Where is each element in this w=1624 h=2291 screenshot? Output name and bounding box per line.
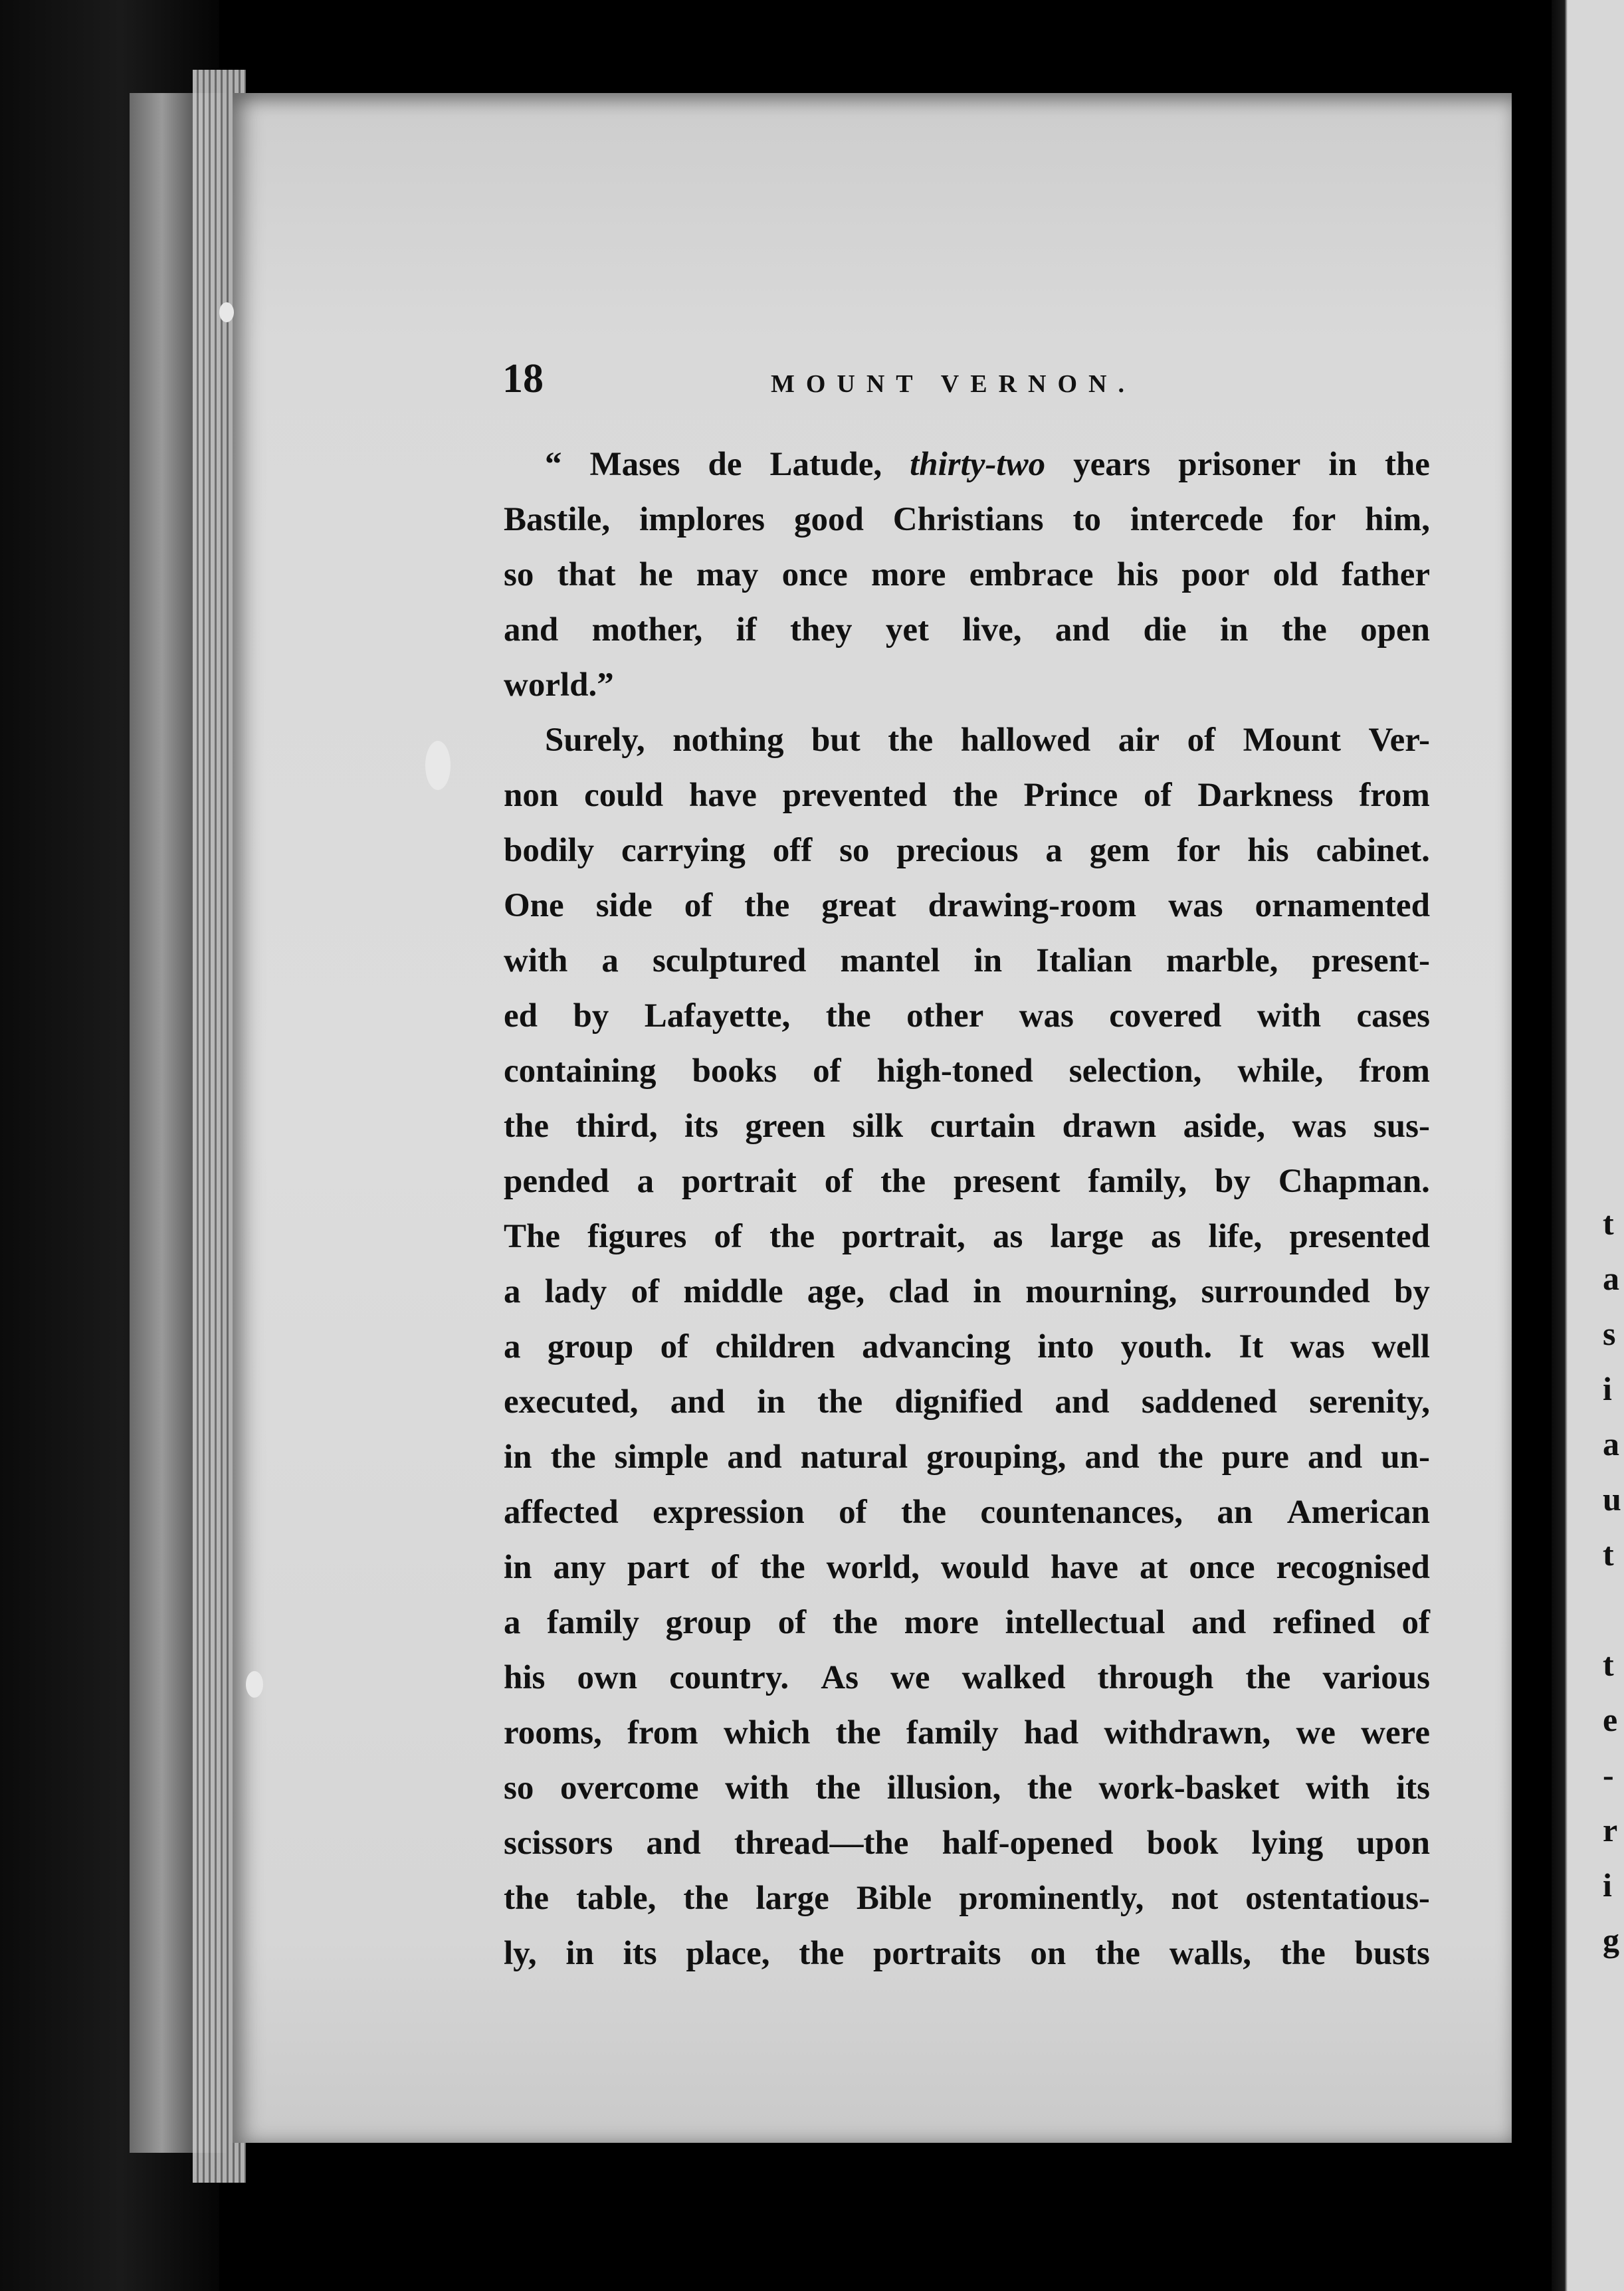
word: his [1247, 832, 1289, 869]
word: upon [1356, 1825, 1430, 1862]
word: in [973, 942, 1003, 979]
word: serenity, [1309, 1383, 1430, 1421]
word: through [1097, 1659, 1214, 1696]
word: and [1307, 1439, 1363, 1476]
word: prevented [782, 777, 927, 814]
word: a [504, 1328, 521, 1365]
word: and [1055, 611, 1110, 648]
word: a [1045, 832, 1063, 869]
word: into [1037, 1328, 1094, 1365]
word: its [623, 1935, 657, 1972]
word: large [1050, 1218, 1124, 1255]
word: illusion, [886, 1769, 1001, 1807]
word: in [504, 1549, 532, 1586]
word: of [660, 1328, 689, 1365]
word: Latude, [769, 446, 882, 483]
word: the [1094, 1935, 1140, 1972]
word: mourning, [1025, 1273, 1177, 1310]
word: Mases [589, 446, 680, 483]
word: had [1023, 1714, 1079, 1751]
word: and [670, 1383, 726, 1421]
word: drawn [1062, 1108, 1157, 1145]
word: of [813, 1052, 841, 1090]
word: affected [504, 1494, 619, 1531]
word: more [904, 1604, 979, 1641]
word: the [799, 1935, 845, 1972]
word: “ [545, 446, 562, 483]
word: pure [1221, 1439, 1289, 1476]
word: middle [683, 1273, 783, 1310]
word: was [1019, 997, 1074, 1035]
word: scissors [504, 1825, 613, 1862]
word: world, [826, 1549, 920, 1586]
word: American [1286, 1494, 1430, 1531]
word: the [550, 1439, 596, 1476]
word: great [821, 887, 896, 924]
word: half-opened [942, 1825, 1114, 1862]
text-line [504, 1430, 1430, 1485]
word: they [790, 611, 853, 648]
word: at [1139, 1549, 1168, 1586]
word: which [723, 1714, 811, 1751]
word: world.” [504, 666, 614, 704]
word: of [839, 1494, 867, 1531]
word: intellectual [1005, 1604, 1166, 1641]
word: intercede [1130, 501, 1264, 538]
word: gem [1089, 832, 1150, 869]
word: present [953, 1163, 1061, 1200]
text-line [504, 1871, 1430, 1926]
word: yet [885, 611, 929, 648]
word: thread—the [734, 1825, 909, 1862]
word: high-toned [876, 1052, 1033, 1090]
word: on [1030, 1935, 1066, 1972]
word: so [504, 556, 534, 593]
word: marble, [1166, 942, 1278, 979]
word: cabinet. [1316, 832, 1430, 869]
word: may [696, 556, 759, 593]
word: in [504, 1439, 532, 1476]
word: various [1322, 1659, 1430, 1696]
text-line [504, 658, 1430, 713]
word: cases [1356, 997, 1430, 1035]
word: was [1168, 887, 1223, 924]
word: could [584, 777, 664, 814]
word: surrounded [1201, 1273, 1370, 1310]
word: ostentatious- [1245, 1880, 1430, 1917]
word: work-basket [1098, 1769, 1280, 1807]
word: of [1144, 777, 1172, 814]
text-line [504, 878, 1430, 934]
word: poor [1181, 556, 1250, 593]
word: and [504, 611, 559, 648]
word: figures [587, 1218, 687, 1255]
word: the [1281, 611, 1327, 648]
word: a [601, 942, 619, 979]
word: and [727, 1439, 782, 1476]
word: dignified [894, 1383, 1023, 1421]
word: with [1257, 997, 1322, 1035]
word: good [793, 501, 864, 538]
word: book [1146, 1825, 1219, 1862]
word: family [547, 1604, 639, 1641]
text-line [504, 989, 1430, 1044]
word: for [1177, 832, 1221, 869]
word: old [1272, 556, 1318, 593]
word: the [880, 1163, 926, 1200]
word: father [1341, 556, 1430, 593]
text-line [504, 1044, 1430, 1099]
word: the [825, 997, 871, 1035]
text-line [504, 1816, 1430, 1871]
word: the [1384, 446, 1430, 483]
word: Mount [1243, 722, 1341, 759]
word: implores [639, 501, 765, 538]
word: aside, [1183, 1108, 1265, 1145]
text-line [504, 437, 1430, 492]
word: part [627, 1549, 690, 1586]
word: hallowed [960, 722, 1091, 759]
running-title: MOUNT VERNON. [771, 370, 1136, 398]
word: group [665, 1604, 752, 1641]
word: of [714, 1218, 743, 1255]
paper-speck [425, 741, 451, 790]
word: prisoner [1178, 446, 1301, 483]
text-line [504, 1706, 1430, 1761]
word: by [1394, 1273, 1430, 1310]
word: more [871, 556, 946, 593]
word: drawing-room [928, 887, 1137, 924]
word: and [1191, 1604, 1247, 1641]
text-line [504, 1485, 1430, 1540]
word: Lafayette, [644, 997, 791, 1035]
word: once [781, 556, 848, 593]
word: from [1359, 777, 1430, 814]
text-line [504, 1375, 1430, 1430]
word: the [683, 1880, 729, 1917]
word: so [839, 832, 870, 869]
word: As [821, 1659, 859, 1696]
word: with [1305, 1769, 1370, 1807]
word: containing [504, 1052, 657, 1090]
text-line [504, 1595, 1430, 1650]
word: mantel [840, 942, 940, 979]
word: mother, [591, 611, 703, 648]
word: the [1245, 1659, 1291, 1696]
word: Bible [856, 1880, 932, 1917]
word: once [1189, 1549, 1255, 1586]
word: advancing [862, 1328, 1011, 1365]
word: expression [653, 1494, 805, 1531]
word: family [906, 1714, 999, 1751]
text-line [504, 934, 1430, 989]
word: other [906, 997, 984, 1035]
word: by [573, 997, 609, 1035]
word: but [811, 722, 861, 759]
word: Prince [1023, 777, 1118, 814]
word: a [504, 1273, 521, 1310]
word: from [627, 1714, 698, 1751]
word: embrace [969, 556, 1094, 593]
word: present- [1312, 942, 1430, 979]
word: ornamented [1255, 887, 1430, 924]
word: countenances, [980, 1494, 1183, 1531]
word: One [504, 887, 564, 924]
word: group [547, 1328, 634, 1365]
word: were [1361, 1714, 1430, 1751]
word: age, [807, 1273, 865, 1310]
word: open [1360, 611, 1430, 648]
word: overcome [559, 1769, 699, 1807]
word: the [504, 1880, 549, 1917]
word: Darkness [1197, 777, 1334, 814]
word: table, [575, 1880, 657, 1917]
word: a [637, 1163, 655, 1200]
word: prominently, [959, 1880, 1144, 1917]
word: of [824, 1163, 853, 1200]
word: large [756, 1880, 829, 1917]
word: portrait [682, 1163, 797, 1200]
word: the [832, 1604, 878, 1641]
word: have [688, 777, 757, 814]
word: selection, [1068, 1052, 1202, 1090]
word: and [1055, 1383, 1110, 1421]
word: him, [1365, 501, 1430, 538]
word: a [504, 1604, 521, 1641]
word: we [890, 1659, 930, 1696]
word: so [504, 1769, 534, 1807]
text-line [504, 1154, 1430, 1209]
word: precious [896, 832, 1019, 869]
word: executed, [504, 1383, 639, 1421]
word: its [1395, 1769, 1430, 1807]
text-line [504, 1540, 1430, 1595]
page-number: 18 [502, 356, 544, 401]
word: that [557, 556, 616, 593]
word: children [715, 1328, 835, 1365]
word: recognised [1276, 1549, 1430, 1586]
word: non [504, 777, 559, 814]
paper-speck [219, 302, 234, 322]
word: place, [686, 1935, 770, 1972]
word: as [1151, 1218, 1181, 1255]
word: while, [1237, 1052, 1324, 1090]
word: the [1280, 1935, 1326, 1972]
word: of [1187, 722, 1216, 759]
word: of [777, 1604, 807, 1641]
word: portrait, [842, 1218, 965, 1255]
word: silk [852, 1108, 904, 1145]
word: nothing [672, 722, 784, 759]
word: to [1072, 501, 1101, 538]
word: sus- [1373, 1108, 1430, 1145]
text-line [504, 823, 1430, 878]
word: have [1051, 1549, 1119, 1586]
word: walked [962, 1659, 1066, 1696]
word: youth. [1120, 1328, 1213, 1365]
word: carrying [621, 832, 746, 869]
word: and [646, 1825, 701, 1862]
word: any [553, 1549, 606, 1586]
word: off [772, 832, 813, 869]
word: The [504, 1218, 561, 1255]
word: as [992, 1218, 1023, 1255]
word: if [736, 611, 757, 648]
word: books [692, 1052, 777, 1090]
word: the [760, 1549, 805, 1586]
text-line [504, 768, 1430, 823]
word: ed [504, 997, 538, 1035]
word: withdrawn, [1104, 1714, 1271, 1751]
text-line [504, 1926, 1430, 1981]
word: the [744, 887, 790, 924]
word: the [504, 1108, 549, 1145]
word: curtain [930, 1108, 1036, 1145]
word: simple [614, 1439, 709, 1476]
word: Christians [892, 501, 1044, 538]
word: Bastile, [504, 501, 611, 538]
word: years [1073, 446, 1151, 483]
word: Surely, [545, 722, 645, 759]
word: life, [1208, 1218, 1263, 1255]
word: of [710, 1549, 739, 1586]
word: die [1143, 611, 1187, 648]
word: grouping, [926, 1439, 1066, 1476]
word: his [1116, 556, 1159, 593]
text-line [504, 713, 1430, 768]
word: the [901, 1494, 947, 1531]
word: green [745, 1108, 826, 1145]
word: an [1217, 1494, 1253, 1531]
word: his [504, 1659, 546, 1696]
word: in [1219, 611, 1249, 648]
next-page-fragments: t a s i a u t t e - r i g [1603, 1205, 1621, 1959]
word: saddened [1141, 1383, 1277, 1421]
word: and [1084, 1439, 1140, 1476]
word: in [1328, 446, 1357, 483]
word: side [595, 887, 653, 924]
word: with [504, 942, 568, 979]
word: he [639, 556, 673, 593]
word: busts [1354, 1935, 1430, 1972]
text-line [504, 548, 1430, 603]
word: third, [575, 1108, 658, 1145]
word: Italian [1036, 942, 1132, 979]
word: well [1371, 1328, 1430, 1365]
word: lying [1251, 1825, 1324, 1862]
word: the [1027, 1769, 1072, 1807]
word: de [708, 446, 742, 483]
text-line [504, 492, 1430, 548]
word: from [1359, 1052, 1430, 1090]
word: would [940, 1549, 1030, 1586]
word: refined [1272, 1604, 1375, 1641]
word: pended [504, 1163, 609, 1200]
word: the [817, 1383, 863, 1421]
word: It [1239, 1328, 1264, 1365]
text-line [504, 1761, 1430, 1816]
word: its [684, 1108, 719, 1145]
word: of [631, 1273, 660, 1310]
word: of [684, 887, 713, 924]
word: in [757, 1383, 785, 1421]
word: portraits [872, 1935, 1001, 1972]
word: natural [800, 1439, 908, 1476]
word: Chapman. [1278, 1163, 1430, 1200]
word: the [888, 722, 934, 759]
word: sculptured [652, 942, 807, 979]
word: the [769, 1218, 815, 1255]
word: of [1401, 1604, 1430, 1641]
word: country. [669, 1659, 789, 1696]
word: clad [888, 1273, 950, 1310]
word: lady [544, 1273, 607, 1310]
word: by [1215, 1163, 1251, 1200]
word: bodily [504, 832, 595, 869]
word: was [1290, 1328, 1345, 1365]
word: Ver- [1368, 722, 1430, 759]
word: ly, [504, 1935, 537, 1972]
body-text [504, 437, 1430, 1981]
word: un- [1381, 1439, 1430, 1476]
word: for [1292, 501, 1336, 538]
word: the [815, 1769, 861, 1807]
text-line [504, 1320, 1430, 1375]
word: not [1171, 1880, 1219, 1917]
word: in [973, 1273, 1001, 1310]
word: the [835, 1714, 881, 1751]
word: was [1292, 1108, 1347, 1145]
word: the [952, 777, 998, 814]
paper-speck [246, 1671, 263, 1698]
text-line [504, 1209, 1430, 1264]
text-line [504, 603, 1430, 658]
word: covered [1109, 997, 1222, 1035]
word: family, [1088, 1163, 1187, 1200]
word: live, [962, 611, 1022, 648]
word: rooms, [504, 1714, 602, 1751]
text-line [504, 1650, 1430, 1706]
word: the [1158, 1439, 1203, 1476]
word: walls, [1169, 1935, 1251, 1972]
word: thirty-two [910, 446, 1046, 483]
word: presented [1289, 1218, 1430, 1255]
word: we [1296, 1714, 1336, 1751]
word: in [565, 1935, 594, 1972]
word: with [725, 1769, 789, 1807]
text-line [504, 1099, 1430, 1154]
word: own [577, 1659, 638, 1696]
text-line [504, 1264, 1430, 1320]
word: air [1118, 722, 1160, 759]
